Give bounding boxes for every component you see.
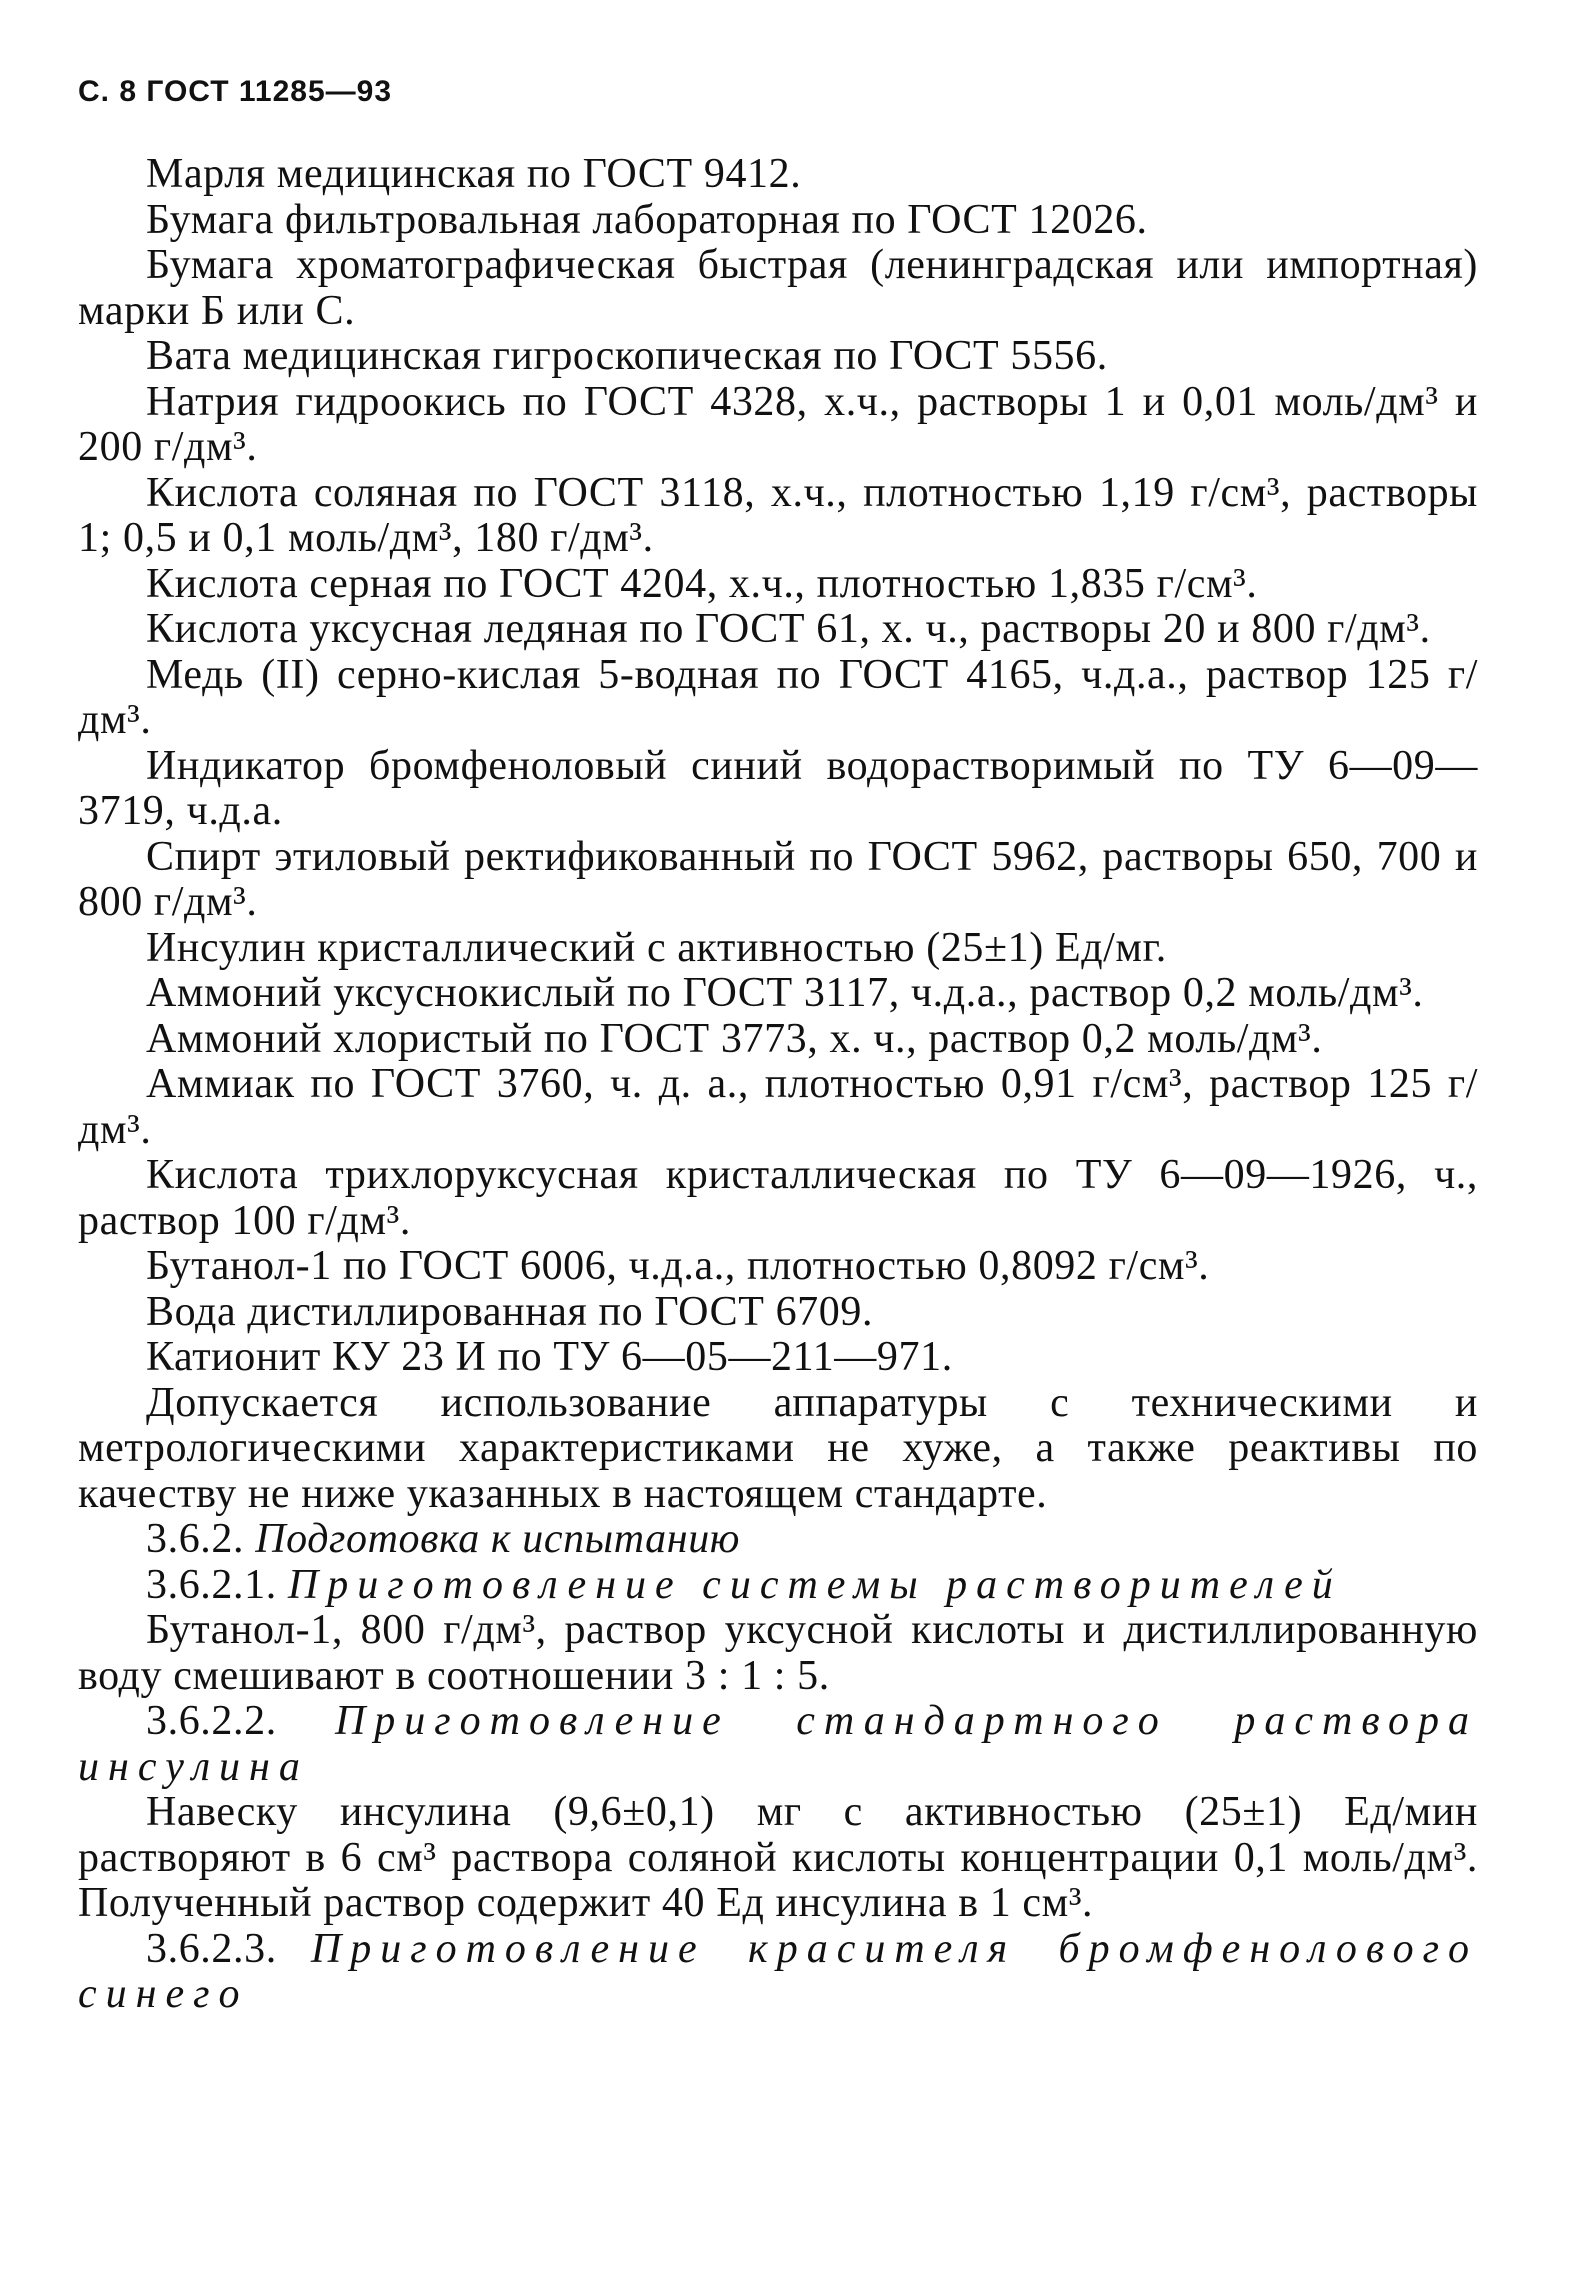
section-text-3-6-2-1: Бутанол-1, 800 г/дм³, раствор уксусной кислоты и дистиллированную воду смешивают в соотношении 3 : 1 : 5.	[78, 1607, 1478, 1699]
equivalents-note: Допускается использование аппаратуры с техническими и метрологическими характеристиками не хуже, а также реактивы по качеству не ниже указанных в настоящем стандарте.	[78, 1379, 1478, 1517]
reagent-item-cotton-wool: Вата медицинская гигроскопическая по ГОСТ 5556.	[146, 333, 1108, 379]
reagent-item-ammonium-chloride: Аммоний хлористый по ГОСТ 3773, х. ч., раствор 0,2 моль/дм³.	[146, 1015, 1323, 1062]
reagent-item-ethyl-alcohol: Спирт этиловый ректификованный по ГОСТ 5962, растворы 650, 700 и 800 г/дм³.	[78, 833, 1478, 925]
reagent-item-bromophenol-indicator: Индикатор бромфеноловый синий водорастворимый по ТУ 6—09—3719, ч.д.а.	[78, 742, 1478, 834]
section-heading-3-6-2-1	[78, 1563, 1478, 1609]
section-heading-3-6-2-2	[78, 1699, 1478, 1790]
section-number: 3.6.2.	[146, 1516, 245, 1562]
reagent-item-cation-exchanger: Катионит КУ 23 И по ТУ 6—05—211—971.	[146, 1334, 953, 1380]
reagent-item-sodium-hydroxide: Натрия гидроокись по ГОСТ 4328, х.ч., растворы 1 и 0,01 моль/дм³ и 200 г/дм³.	[78, 378, 1478, 470]
reagent-item-ammonia: Аммиак по ГОСТ 3760, ч. д. а., плотностью 0,91 г/см³, раствор 125 г/дм³.	[78, 1061, 1478, 1153]
document-page	[78, 72, 1478, 2018]
section-number: 3.6.2.3.	[146, 1925, 277, 1972]
section-number: 3.6.2.1.	[146, 1561, 277, 1608]
section-title: Приготовление системы растворителей	[287, 1561, 1342, 1608]
reagent-item-ammonium-acetate: Аммоний уксуснокислый по ГОСТ 3117, ч.д.а., раствор 0,2 моль/дм³.	[146, 970, 1424, 1016]
section-title: Приготовление стандартного раствора инсулина	[78, 1698, 1478, 1790]
reagent-item-chromatography-paper: Бумага хроматографическая быстрая (ленинградская или импортная) марки Б или С.	[78, 242, 1478, 334]
document-body	[78, 152, 1478, 2018]
section-title: Подготовка к испытанию	[255, 1516, 741, 1562]
section-heading-3-6-2-3	[78, 1927, 1478, 2018]
reagent-item-hydrochloric-acid: Кислота соляная по ГОСТ 3118, х.ч., плотностью 1,19 г/см³, растворы 1; 0,5 и 0,1 моль/дм³, 180 г/дм³.	[78, 469, 1478, 561]
reagent-item-butanol: Бутанол-1 по ГОСТ 6006, ч.д.а., плотностью 0,8092 г/см³.	[146, 1243, 1210, 1289]
reagent-item-sulfuric-acid: Кислота серная по ГОСТ 4204, х.ч., плотностью 1,835 г/см³.	[146, 560, 1258, 607]
section-text-3-6-2-2: Навеску инсулина (9,6±0,1) мг с активностью (25±1) Ед/мин растворяют в 6 см³ раствора соляной кислоты концентрации 0,1 моль/дм³. Полученный раствор содержит 40 Ед инсулина в 1 см³.	[78, 1789, 1478, 1926]
reagent-item-gauze: Марля медицинская по ГОСТ 9412.	[146, 151, 802, 197]
reagent-item-filter-paper: Бумага фильтровальная лабораторная по ГОСТ 12026.	[146, 196, 1148, 243]
section-heading-3-6-2	[78, 1517, 1478, 1563]
section-number: 3.6.2.2.	[146, 1698, 277, 1744]
section-title: Приготовление красителя бромфенолового синего	[78, 1925, 1479, 2017]
reagent-item-distilled-water: Вода дистиллированная по ГОСТ 6709.	[146, 1288, 874, 1335]
reagent-item-copper-sulfate: Медь (II) серно-кислая 5-водная по ГОСТ 4165, ч.д.а., раствор 125 г/дм³.	[78, 651, 1478, 743]
page-header: С. 8 ГОСТ 11285—93	[78, 75, 393, 108]
reagent-item-acetic-acid: Кислота уксусная ледяная по ГОСТ 61, х. ч., растворы 20 и 800 г/дм³.	[146, 606, 1431, 652]
reagent-item-insulin: Инсулин кристаллический с активностью (25±1) Ед/мг.	[146, 924, 1167, 971]
reagent-item-trichloroacetic-acid: Кислота трихлоруксусная кристаллическая по ТУ 6—09—1926, ч., раствор 100 г/дм³.	[78, 1152, 1478, 1244]
